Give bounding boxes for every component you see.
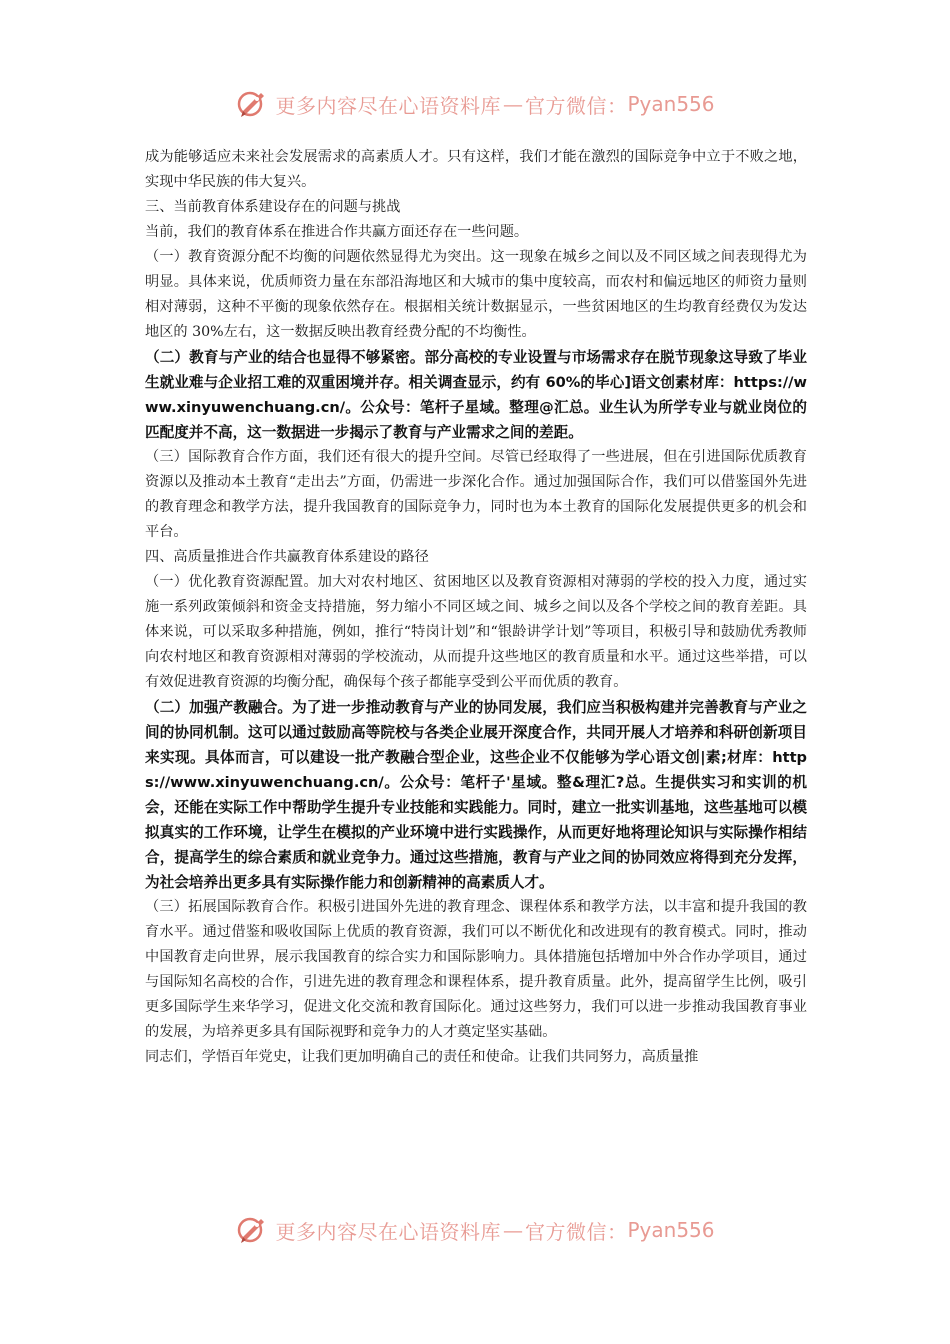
- header-banner: [0, 84, 950, 124]
- document-body: [145, 145, 807, 1070]
- banner-separator: —: [502, 1218, 523, 1242]
- paragraph: 同志们，学悟百年党史，让我们更加明确自己的责任和使命。让我们共同努力，高质量推: [145, 1049, 699, 1065]
- pen-logo-icon: [235, 1213, 269, 1247]
- banner-text: 更多内容尽在心语资料库: [275, 93, 501, 118]
- paragraph: （三）国际教育合作方面，我们还有很大的提升空间。尽管已经取得了一些进展，但在引进国际优质教育资源以及推动本土教育“走出去”方面，仍需进一步深化合作。通过加强国际合作，我们可以借鉴国外先进的教育理念和教学方法，提升我国教育的国际竞争力，同时也为本土教育的国际化发展提供更多的机会和平台。: [145, 449, 807, 540]
- section-heading: 四、高质量推进合作共赢教育体系建设的路径: [145, 549, 429, 565]
- paragraph-bold: （二）加强产教融合。为了进一步推动教育与产业的协同发展，我们应当积极构建并完善教育与产业之间的协同机制。这可以通过鼓励高等院校与各类企业展开深度合作，共同开展人才培养和科研创新项目来实现。具体而言，可以建设一批产教融合型企业，这些企业不仅能够为学心语文创|素;材库：https://www.xinyuwenchuang.cn/。公众号：笔杆子'星域。整&理汇?总。生提供实习和实训的机会，还能在实际工作中帮助学生提升专业技能和实践能力。同时，建立一批实训基地，这些基地可以模拟真实的工作环境，让学生在模拟的产业环境中进行实践操作，从而更好地将理论知识与实际操作相结合，提高学生的综合素质和就业竞争力。通过这些措施，教育与产业之间的协同效应将得到充分发挥，为社会培养出更多具有实际操作能力和创新精神的高素质人才。: [145, 699, 807, 891]
- paragraph: （一）教育资源分配不均衡的问题依然显得尤为突出。这一现象在城乡之间以及不同区域之间表现得尤为明显。具体来说，优质师资力量在东部沿海地区和大城市的集中度较高，而农村和偏远地区的师资力量则相对薄弱，这种不平衡的现象依然存在。根据相关统计数据显示，一些贫困地区的生均教育经费仅为发达地区的 30%左右，这一数据反映出教育经费分配的不均衡性。: [145, 249, 807, 340]
- paragraph: 成为能够适应未来社会发展需求的高素质人才。只有这样，我们才能在激烈的国际竞争中立于不败之地，实现中华民族的伟大复兴。: [145, 149, 807, 190]
- paragraph: （三）拓展国际教育合作。积极引进国外先进的教育理念、课程体系和教学方法，以丰富和提升我国的教育水平。通过借鉴和吸收国际上优质的教育资源，我们可以不断优化和改进现有的教育模式。同时，推动中国教育走向世界，展示我国教育的综合实力和国际影响力。具体措施包括增加中外合作办学项目，通过与国际知名高校的合作，引进先进的教育理念和课程体系，提升教育质量。此外，提高留学生比例，吸引更多国际学生来华学习，促进文化交流和教育国际化。通过这些努力，我们可以进一步推动我国教育事业的发展，为培养更多具有国际视野和竞争力的人才奠定坚实基础。: [145, 899, 807, 1040]
- banner-wechat-id: Pyan556: [627, 1218, 715, 1242]
- banner-label: 官方微信：: [524, 1219, 628, 1244]
- section-heading: 三、当前教育体系建设存在的问题与挑战: [145, 199, 401, 215]
- banner-label: 官方微信：: [524, 93, 628, 118]
- banner-wechat-id: Pyan556: [627, 92, 715, 116]
- footer-banner: [0, 1210, 950, 1250]
- paragraph-bold: （二）教育与产业的结合也显得不够紧密。部分高校的专业设置与市场需求存在脱节现象这导致了毕业生就业难与企业招工难的双重困境并存。相关调查显示，约有 60%的毕心]语文创素材库：https://www.xinyuwenchuang.cn/。公众号：笔杆子星域。整理@汇总。业生认为所学专业与就业岗位的匹配度并不高，这一数据进一步揭示了教育与产业需求之间的差距。: [145, 349, 807, 441]
- paragraph: 当前，我们的教育体系在推进合作共赢方面还存在一些问题。: [145, 224, 529, 240]
- banner-separator: —: [502, 92, 523, 116]
- pen-logo-icon: [235, 87, 269, 121]
- paragraph: （一）优化教育资源配置。加大对农村地区、贫困地区以及教育资源相对薄弱的学校的投入力度，通过实施一系列政策倾斜和资金支持措施，努力缩小不同区域之间、城乡之间以及各个学校之间的教育差距。具体来说，可以采取多种措施，例如，推行“特岗计划”和“银龄讲学计划”等项目，积极引导和鼓励优秀教师向农村地区和教育资源相对薄弱的学校流动，从而提升这些地区的教育质量和水平。通过这些举措，可以有效促进教育资源的均衡分配，确保每个孩子都能享受到公平而优质的教育。: [145, 574, 807, 690]
- banner-text: 更多内容尽在心语资料库: [275, 1219, 501, 1244]
